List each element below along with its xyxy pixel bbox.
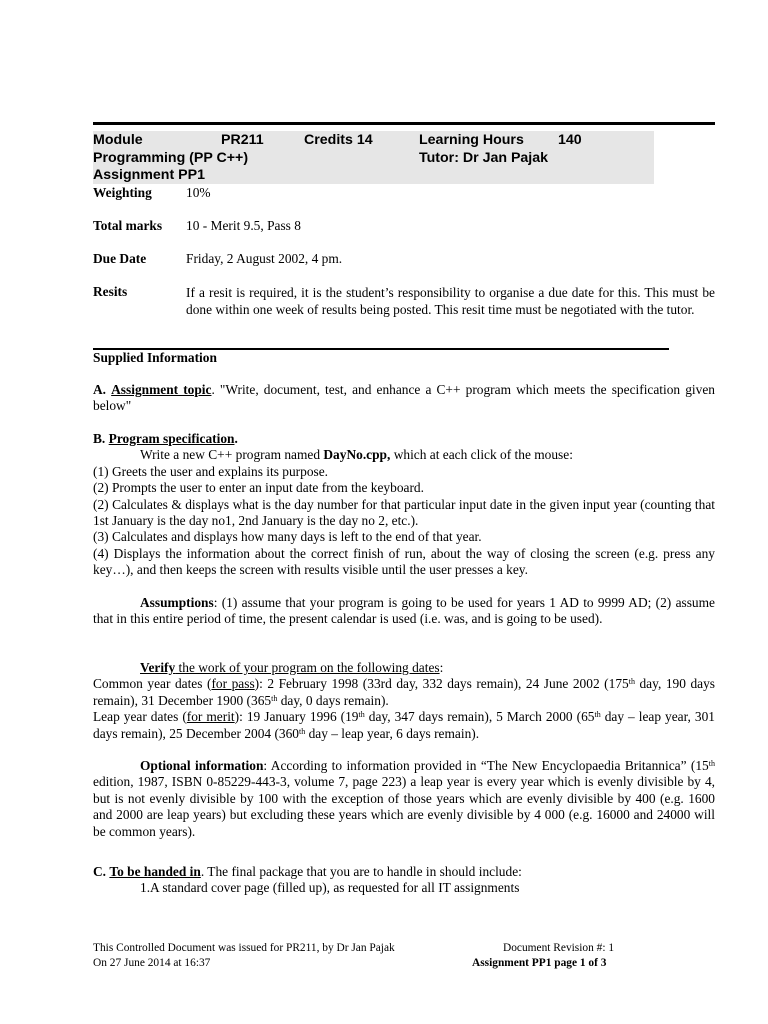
assignment-title: Assignment PP1 [93,167,205,183]
resits-label: Resits [93,284,128,299]
top-rule [93,122,715,125]
section-b-title: Program specification [108,431,235,446]
footer-issued: This Controlled Document was issued for PR211, by Dr Jan Pajak [93,942,395,954]
for-merit: for merit [186,709,235,725]
section-a-text: . "Write, document, test, and enhance a C++ program which meets the specification given below" [93,382,715,414]
spec-item: (2) Calculates & displays what is the day number for that particular input date in the given input year (counting that 1st January is the day no1, 2nd January is the day no 2, etc.). [93,496,715,529]
weighting-value: 10% [186,185,211,200]
course-name: Programming (PP C++) [93,150,249,166]
verify-heading: Verify the work of your program on the following dates: [140,660,444,675]
program-name: DayNo.cpp, [323,447,391,463]
optional-label: Optional information [140,758,264,773]
total-marks-value: 10 - Merit 9.5, Pass 8 [186,218,301,233]
supplied-heading: Supplied Information [93,350,217,365]
for-pass: for pass [211,676,255,692]
section-c [93,864,715,897]
learning-hours-label: Learning Hours [419,132,524,148]
module-code: PR211 [221,132,264,148]
resits-text: If a resit is required, it is the student’s responsibility to organise a due date for this. This must be done within one week of results being posted. This resit time must be negotiated with the tutor. [186,285,715,317]
credits: Credits 14 [304,132,373,148]
verify-label: Verify [140,660,176,675]
common-year-dates: Common year dates (for pass): 2 February 1998 (33rd day, 332 days remain), 24 June 2002 (175th day, 190 days remain), 31 December 1900 (365th day, 0 days remain). [93,676,715,708]
section-b [93,431,715,579]
module-header [93,131,654,184]
weighting-label: Weighting [93,185,152,200]
section-c-prefix: C. [93,864,107,879]
spec-item: (2) Prompts the user to enter an input date from the keyboard. [93,480,424,496]
spec-item: (1) Greets the user and explains its purpose. [93,463,329,479]
section-c-title: To be handed in [109,864,201,879]
tutor: Tutor: Dr Jan Pajak [419,150,549,166]
due-date-label: Due Date [93,251,147,266]
section-a-title: Assignment topic [111,382,212,397]
total-marks-label: Total marks [93,218,163,233]
section-b-intro: Write a new C++ program named DayNo.cpp, which at each click of the mouse: [140,447,573,463]
optional-information: Optional information: According to information provided in “The New Encyclopaedia Britannica” (15th edition, 1987, ISBN 0-85229-443-3, volume 7, page 223) a leap year is every year which is evenly divisible by 4, but is not evenly divisible by 100 with the exception of those years which are evenly divisible by 400 (e.g. 1600 and 2000 are leap years) but excluding these years which are evenly divisible by 4 000 (e.g. 16000 and 24000 will be common years). [93,758,715,839]
verify-paragraph [93,660,715,742]
spec-item: (4) Displays the information about the correct finish of run, about the way of closing the screen (e.g. press any key…), and then keeps the screen with results visible until the user presses a key. [93,545,715,578]
spec-item: (3) Calculates and displays how many days is left to the end of that year. [93,529,482,545]
assumptions-paragraph [93,595,715,628]
section-b-prefix: B. [93,431,106,446]
due-date-value: Friday, 2 August 2002, 4 pm. [186,251,343,266]
assumptions-label: Assumptions [140,595,214,610]
section-b-heading-line: B. Program specification. [93,431,238,446]
learning-hours-value: 140 [558,132,582,148]
leap-year-dates: Leap year dates (for merit): 19 January 1996 (19th day, 347 days remain), 5 March 2000 (65th day – leap year, 301 days remain), 25 December 2004 (360th day – leap year, 6 days remain). [93,709,715,741]
handin-item: 1.A standard cover page (filled up), as requested for all IT assignments [140,880,520,896]
footer-page-number: Assignment PP1 page 1 of 3 [472,957,607,969]
assumptions-text: : (1) assume that your program is going to be used for years 1 AD to 9999 AD; (2) assume that in this entire period of time, the present calendar is used (i.e. was, and is going to be used). [93,595,715,627]
footer-right [472,941,614,971]
footer-left [93,941,395,971]
section-a-prefix: A. [93,382,107,397]
section-c-heading-line: C. To be handed in. The final package that you are to handle in should include: [93,864,522,879]
module-label: Module [93,132,143,148]
footer-revision: Document Revision #: 1 [503,942,615,954]
section-a [93,382,715,415]
footer-date: On 27 June 2014 at 16:37 [93,957,211,969]
